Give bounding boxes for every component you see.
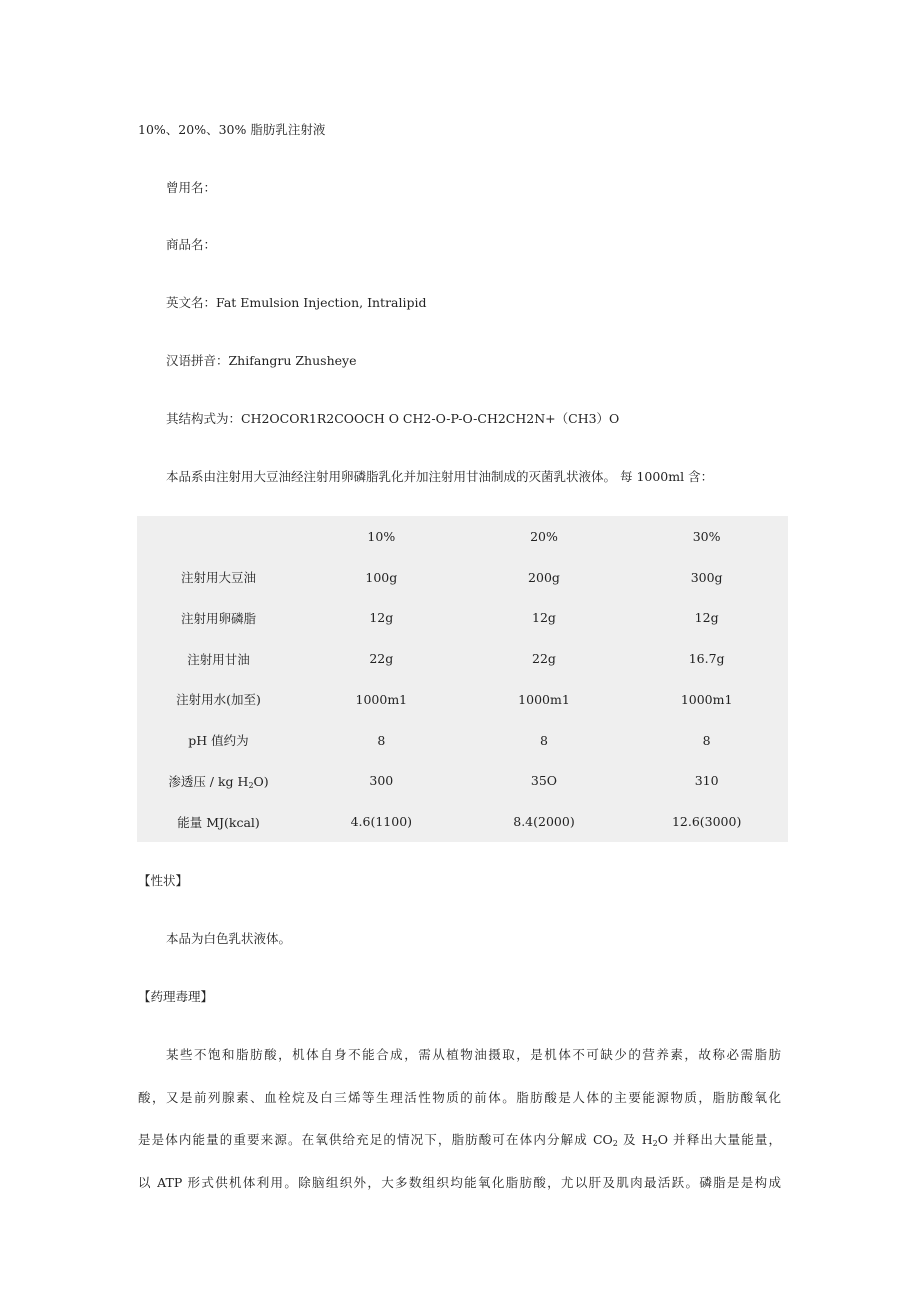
english-name: 英文名：Fat Emulsion Injection, Intralipid: [166, 295, 427, 310]
table-header: 10%: [367, 528, 396, 544]
text: 是是体内能量的重要来源。在氧供给充足的情况下，脂肪酸可在体内分解成 CO: [138, 1132, 613, 1148]
table-cell: 12g: [694, 610, 719, 626]
former-name: 曾用名：: [166, 180, 217, 195]
table-row: [137, 801, 788, 842]
description: 本品系由注射用大豆油经注射用卵磷脂乳化并加注射用甘油制成的灭菌乳状液体。 每 1000ml 含：: [166, 469, 714, 484]
properties-heading: 【性状】: [138, 873, 189, 888]
table-header: 30%: [692, 528, 721, 544]
pharmacology-paragraph: [138, 1046, 781, 1217]
subscript: 2: [612, 1139, 618, 1149]
table-cell: 1000m1: [680, 691, 733, 707]
table-cell: 8: [377, 732, 386, 748]
properties-text: 本品为白色乳状液体。: [166, 931, 292, 946]
table-cell: 100g: [365, 569, 398, 585]
table-row: [137, 679, 788, 720]
table-row: [137, 720, 788, 761]
text: O 并释出大量能量，: [657, 1132, 781, 1148]
table-cell: 能量 MJ(kcal): [177, 814, 260, 830]
document-title: 10%、20%、30% 脂肪乳注射液: [138, 122, 326, 137]
paragraph-line: 酸，又是前列腺素、血栓烷及白三烯等生理活性物质的前体。脂肪酸是人体的主要能源物质，脂肪酸氧化: [138, 1089, 781, 1105]
table-cell: 8.4(2000): [513, 814, 575, 830]
table-cell: 4.6(1100): [350, 814, 413, 830]
table-cell: 22g: [369, 651, 394, 667]
table-cell: 12g: [369, 610, 394, 626]
table-cell: 注射用甘油: [187, 651, 250, 667]
subscript: 2: [652, 1139, 658, 1149]
table-cell: 8: [702, 732, 711, 748]
table-cell: 200g: [528, 569, 560, 585]
table-cell: 注射用大豆油: [180, 570, 256, 586]
pharmacology-heading: 【药理毒理】: [138, 989, 214, 1004]
table-header: 20%: [530, 528, 558, 544]
composition-table: [137, 516, 788, 842]
table-cell: 16.7g: [688, 651, 725, 667]
paragraph-line: 以 ATP 形式供机体利用。除脑组织外，大多数组织均能氧化脂肪酸，尤以肝及肌肉最活跃。磷脂是是构成: [138, 1175, 781, 1191]
table-header-row: [137, 516, 788, 557]
table-cell: 22g: [532, 651, 556, 667]
label-text: 渗透压 / kg H: [168, 773, 249, 789]
subscript: 2: [248, 780, 254, 790]
trade-name: 商品名：: [166, 237, 217, 252]
table-cell: 300g: [690, 569, 723, 585]
table-cell: 8: [540, 732, 548, 748]
label-text: O): [253, 773, 269, 789]
table-cell: 1000m1: [355, 691, 408, 707]
paragraph-line: [138, 1131, 781, 1174]
table-cell: pH 值约为: [188, 733, 249, 749]
table-cell: 12g: [532, 610, 556, 626]
table-row: [137, 638, 788, 679]
table-row: [137, 598, 788, 639]
table-cell: 注射用卵磷脂: [180, 610, 256, 626]
table-cell: 注射用水(加至): [176, 692, 261, 708]
pinyin-name: 汉语拼音：Zhifangru Zhusheye: [166, 353, 357, 368]
table-row: [137, 761, 788, 802]
text: 及 H: [617, 1132, 653, 1148]
table-cell: 300: [369, 773, 394, 789]
table-cell: 35O: [530, 773, 558, 789]
table-cell: 12.6(3000): [671, 814, 742, 830]
table-cell-osmotic-label: [137, 772, 300, 790]
table-row: [137, 557, 788, 598]
paragraph-line: 某些不饱和脂肪酸，机体自身不能合成，需从植物油摄取，是机体不可缺少的营养素，故称必需脂肪: [166, 1047, 781, 1062]
structure-formula: 其结构式为：CH2OCOR1R2COOCH O CH2-O-P-O-CH2CH2N+（CH3）O: [166, 411, 620, 426]
table-cell: 310: [694, 773, 719, 789]
table-cell: 1000m1: [518, 691, 570, 707]
